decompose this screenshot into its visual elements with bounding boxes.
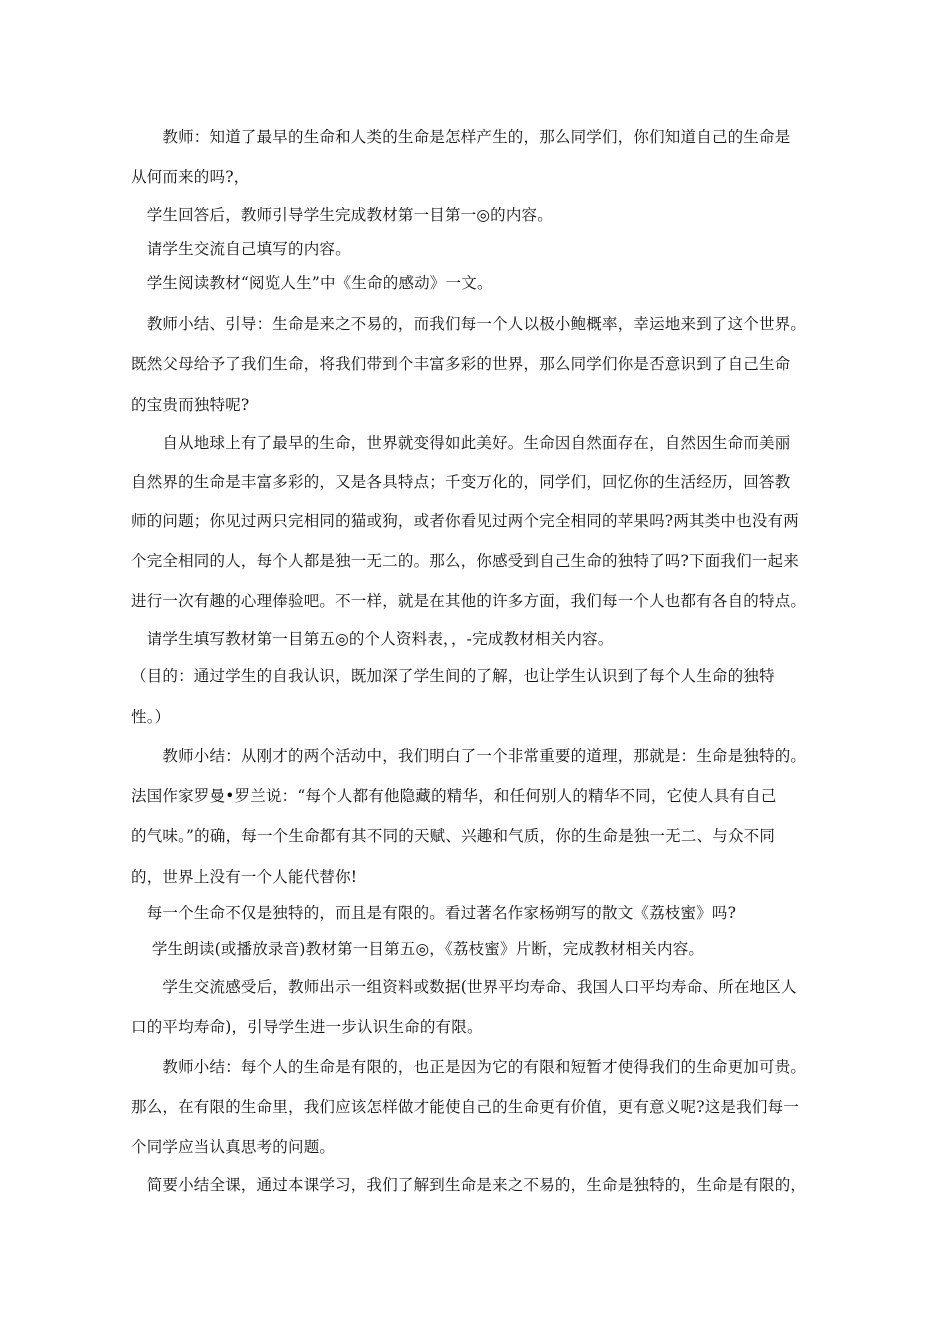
text-line: 的，世界上没有一个人能代替你!: [131, 868, 358, 886]
text-line: 性。）: [131, 708, 171, 726]
text-line: 的宝贵而独特呢?: [131, 396, 250, 414]
text-line: 学生朗读(或播放录音)教材第一目第五◎，《荔枝蜜》片断，完成教材相关内容。: [131, 940, 705, 958]
text-line: 的气味。”的确，每一个生命都有其不同的天赋、兴趣和气质，你的生命是独一无二、与众不同: [131, 827, 776, 845]
text-line: 教师小结：从刚才的两个活动中，我们明白了一个非常重要的道理，那就是：生命是独特的。: [131, 747, 807, 765]
text-line: 自然界的生命是丰富多彩的，又是各具特点；千变万化的，同学们，回忆你的生活经历，回答教: [131, 473, 791, 491]
text-line: 请学生填写教材第一目第五◎的个人资料表，，-完成教材相关内容。: [131, 630, 614, 648]
text-line: 教师小结、引导：生命是来之不易的，而我们每一个人以极小鲍概率，幸运地来到了这个世界。: [131, 315, 807, 333]
text-line: 那么，在有限的生命里，我们应该怎样做才能使自己的生命更有价值，更有意义呢?这是我们每一: [131, 1098, 799, 1116]
text-line: 教师：知道了最早的生命和人类的生命是怎样产生的，那么同学们，你们知道自己的生命是: [131, 128, 791, 146]
text-line: 个同学应当认真思考的问题。: [131, 1138, 336, 1156]
text-line: 个完全相同的人，每个人都是独一无二的。那么，你感受到自己生命的独特了吗?下面我们一起来: [131, 552, 799, 570]
text-line: （目的：通过学生的自我认识，既加深了学生间的了解，也让学生认识到了每个人生命的独特: [131, 667, 775, 685]
text-line: 学生回答后，教师引导学生完成教材第一目第一◎的内容。: [131, 206, 553, 224]
text-line: 口的平均寿命)，引导学生进一步认识生命的有限。: [131, 1018, 483, 1036]
text-line: 学生交流感受后，教师出示一组资料或数据(世界平均寿命、我国人口平均寿命、所在地区人: [131, 978, 797, 996]
text-line: 法国作家罗曼•罗兰说：“每个人都有他隐藏的精华，和任何别人的精华不同，它使人具有自己: [131, 787, 777, 805]
text-line: 自从地球上有了最早的生命，世界就变得如此美好。生命因自然面存在，自然因生命而美丽: [131, 434, 791, 452]
text-line: 简要小结全课，通过本课学习，我们了解到生命是来之不易的，生命是独特的，生命是有限的，: [131, 1176, 807, 1194]
text-line: 从何而来的吗?，: [131, 168, 250, 186]
text-line: 师的问题；你见过两只完相同的猫或狗，或者你看见过两个完全相同的苹果吗?两其类中也没有两: [131, 512, 799, 530]
text-line: 请学生交流自己填写的内容。: [131, 240, 351, 258]
text-line: 学生阅读教材“阅览人生”中《生命的感动》一文。: [131, 274, 493, 292]
text-line: 教师小结：每个人的生命是有限的，也正是因为它的有限和短暂才使得我们的生命更加可贵。: [131, 1058, 807, 1076]
text-line: 既然父母给予了我们生命，将我们带到个丰富多彩的世界，那么同学们你是否意识到了自己生命: [131, 355, 791, 373]
text-line: 进行一次有趣的心理俸验吧。不一样，就是在其他的许多方面，我们每一个人也都有各自的特点。: [131, 592, 807, 610]
text-line: 每一个生命不仅是独特的，而且是有限的。看过著名作家杨朔写的散文《荔枝蜜》吗?: [131, 904, 737, 922]
